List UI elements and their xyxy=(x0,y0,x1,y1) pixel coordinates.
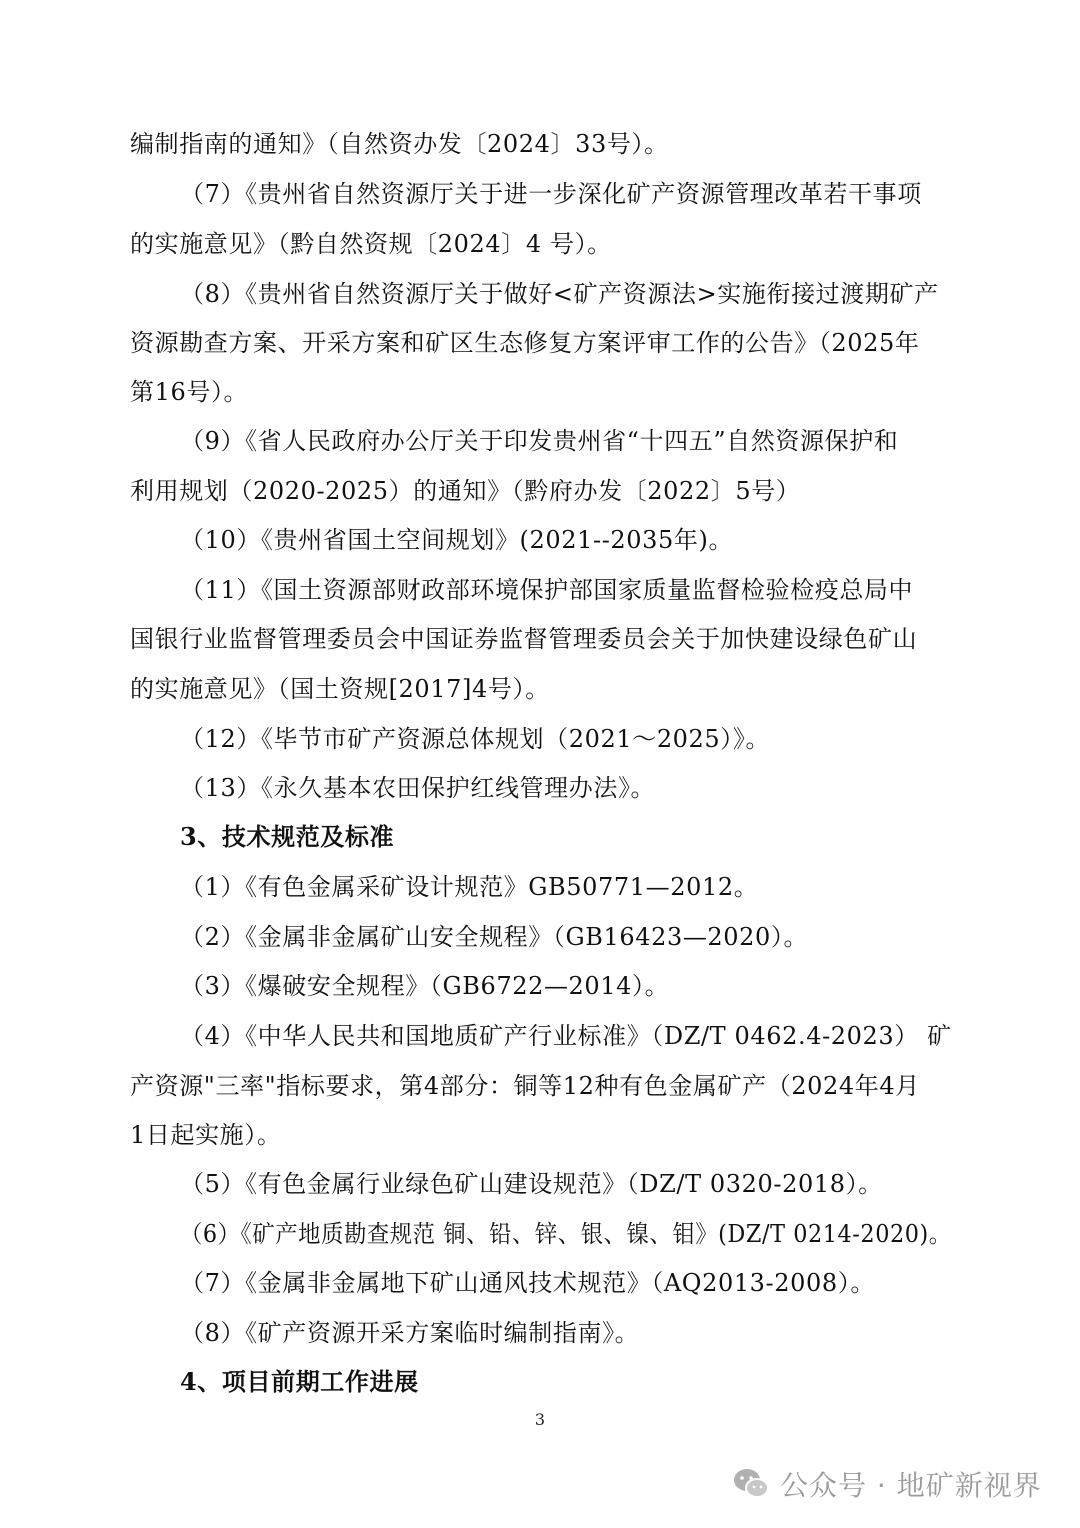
section-heading: 3、技术规范及标准 xyxy=(180,822,395,851)
watermark xyxy=(732,1460,1042,1508)
text-line: 资源勘查方案、开采方案和矿区生态修复方案评审工作的公告》（2025年 xyxy=(130,329,920,357)
text-line: （10）《贵州省国土空间规划》(2021--2035年)。 xyxy=(180,526,734,554)
text-line: （12）《毕节市矿产资源总体规划（2021～2025）》。 xyxy=(180,725,771,753)
text-line: （7）《贵州省自然资源厅关于进一步深化矿产资源管理改革若干事项 xyxy=(180,180,922,208)
text-line: （7）《金属非金属地下矿山通风技术规范》（AQ2013-2008）。 xyxy=(180,1269,875,1297)
text-line: 的实施意见》（国土资规[2017]4号）。 xyxy=(130,675,550,703)
text-line: （1）《有色金属采矿设计规范》GB50771—2012。 xyxy=(180,873,759,901)
text-line: 第16号）。 xyxy=(130,378,249,406)
text-line: 利用规划（2020-2025）的通知》（黔府办发〔2022〕5号） xyxy=(130,477,801,505)
text-line: （8）《矿产资源开采方案临时编制指南》。 xyxy=(180,1319,640,1347)
page-number: 3 xyxy=(534,1410,546,1429)
text-line: （5）《有色金属行业绿色矿山建设规范》（DZ/T 0320-2018）。 xyxy=(180,1170,883,1198)
text-line: （2）《金属非金属矿山安全规程》（GB16423—2020）。 xyxy=(180,923,809,951)
text-line: 产资源"三率"指标要求，第4部分：铜等12种有色金属矿产（2024年4月 xyxy=(130,1072,920,1100)
text-line: （8）《贵州省自然资源厅关于做好<矿产资源法>实施衔接过渡期矿产 xyxy=(180,280,939,308)
text-line: 的实施意见》（黔自然资规〔2024〕4 号）。 xyxy=(130,230,612,258)
section-heading: 4、项目前期工作进展 xyxy=(180,1367,419,1396)
text-line: （13）《永久基本农田保护红线管理办法》。 xyxy=(180,774,656,802)
text-line: （6）《矿产地质勘查规范 铜、铅、锌、银、镍、钼》(DZ/T 0214-2020)。 xyxy=(180,1220,952,1248)
text-line: 1日起实施）。 xyxy=(130,1121,282,1149)
text-line: （11）《国土资源部财政部环境保护部国家质量监督检验检疫总局中 xyxy=(180,576,914,604)
text-line: 编制指南的通知》（自然资办发〔2024〕33号）。 xyxy=(130,130,669,158)
text-line: （9）《省人民政府办公厅关于印发贵州省“十四五”自然资源保护和 xyxy=(180,427,899,455)
text-line: （3）《爆破安全规程》（GB6722—2014）。 xyxy=(180,972,670,1000)
wechat-icon xyxy=(732,1467,770,1501)
text-line: 国银行业监督管理委员会中国证券监督管理委员会关于加快建设绿色矿山 xyxy=(130,625,918,653)
text-line: （4）《中华人民共和国地质矿产行业标准》（DZ/T 0462.4-2023） 矿 xyxy=(180,1022,952,1050)
watermark-text: 公众号 · 地矿新视界 xyxy=(780,1469,1042,1502)
